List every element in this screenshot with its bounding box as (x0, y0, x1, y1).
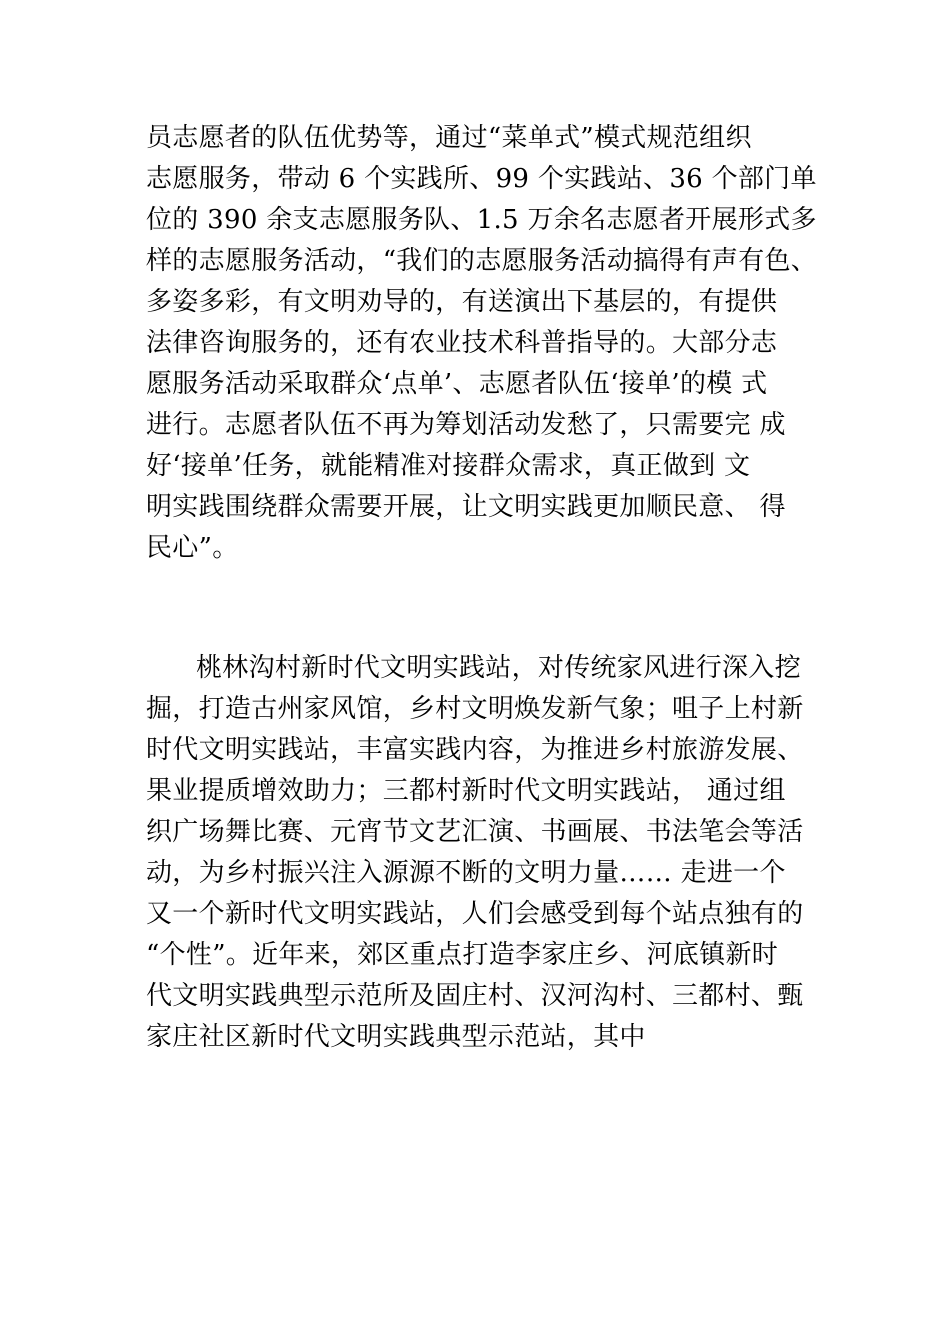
text-line: 果业提质增效助力；三都村新时代文明实践站， 通过组 (146, 776, 786, 806)
text-line: 又一个新时代文明实践站，人们会感受到每个站点独有的 (146, 899, 804, 929)
paragraph-2 (146, 648, 846, 1058)
text-line: 进行。志愿者队伍不再为筹划活动发愁了，只需要完 成 (146, 410, 786, 440)
text-line: 代文明实践典型示范所及固庄村、汉河沟村、三都村、甄 (146, 981, 804, 1011)
text-line: 员志愿者的队伍优势等，通过“菜单式”模式规范组织 (146, 123, 752, 153)
text-line: 桃林沟村新时代文明实践站，对传统家风进行深入挖 (196, 653, 801, 683)
text-line: 好‘接单’任务，就能精准对接群众需求，真正做到 文 (146, 451, 751, 481)
text-line: 愿服务活动采取群众‘点单’、志愿者队伍‘接单’的模 式 (146, 369, 768, 399)
text-line: 动，为乡村振兴注入源源不断的文明力量…… 走进一个 (146, 858, 786, 888)
text-line: 位的 390 余支志愿服务队、1.5 万余名志愿者开展形式多 (146, 205, 817, 235)
text-line: 民心”。 (146, 533, 239, 563)
text-line: 时代文明实践站，丰富实践内容，为推进乡村旅游发展、 (146, 735, 804, 765)
text-line: 样的志愿服务活动，“我们的志愿服务活动搞得有声有色、 (146, 246, 818, 276)
text-line: “个性”。近年来，郊区重点打造李家庄乡、河底镇新时 (146, 940, 779, 970)
paragraph-1 (146, 118, 846, 569)
text-line: 织广场舞比赛、元宵节文艺汇演、书画展、书法笔会等活 (146, 817, 804, 847)
text-line: 法律咨询服务的，还有农业技术科普指导的。大部分志 (146, 328, 778, 358)
text-line: 志愿服务，带动 6 个实践所、99 个实践站、36 个部门单 (146, 164, 817, 194)
text-line: 多姿多彩，有文明劝导的，有送演出下基层的，有提供 (146, 287, 778, 317)
text-line: 掘，打造古州家风馆，乡村文明焕发新气象；咀子上村新 (146, 694, 804, 724)
text-line: 家庄社区新时代文明实践典型示范站，其中 (146, 1022, 646, 1052)
text-line: 明实践围绕群众需要开展，让文明实践更加顺民意、 得 (146, 492, 786, 522)
